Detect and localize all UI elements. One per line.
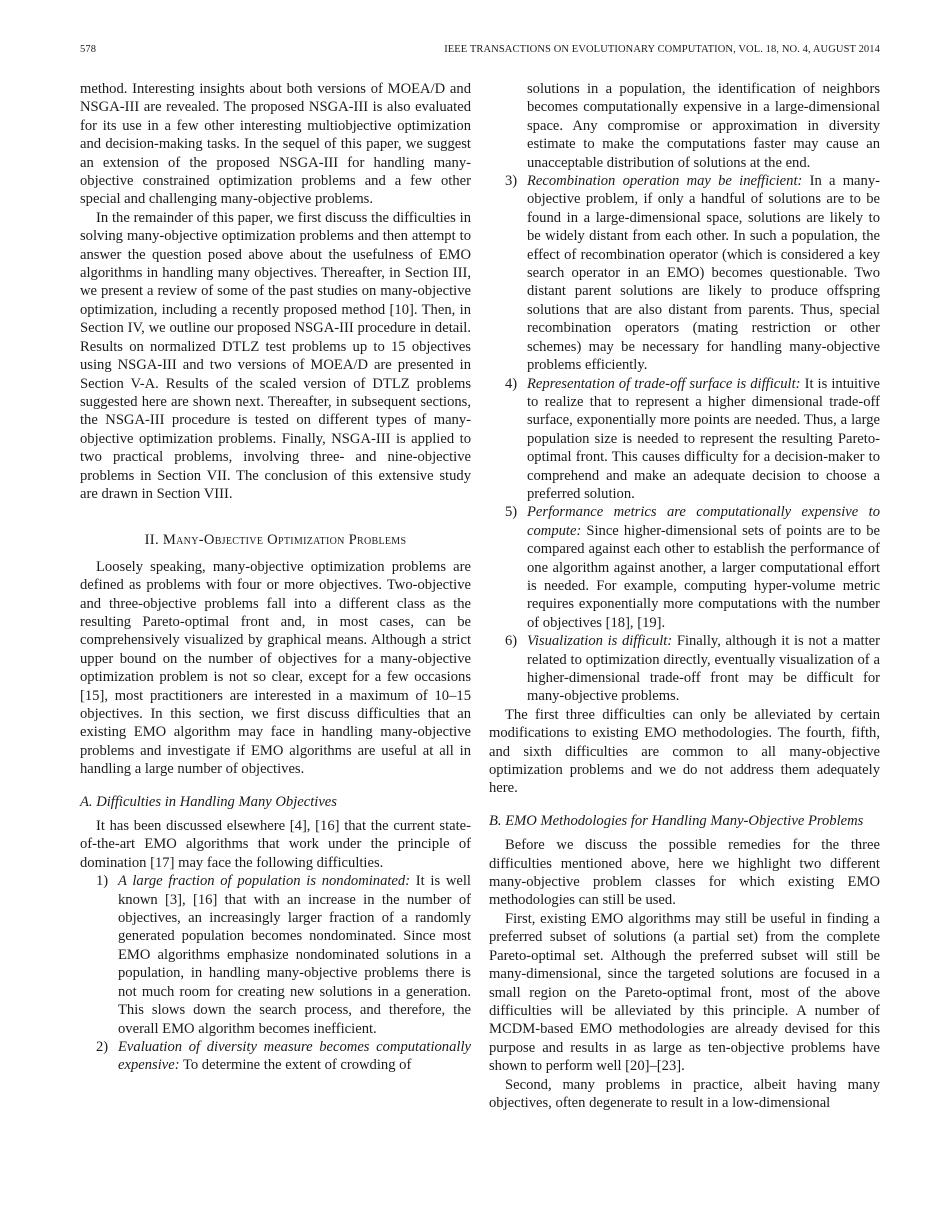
left-column: [80, 80, 471, 1075]
list-item-text: To determine the extent of crowding of: [179, 1057, 412, 1074]
list-item-number: 4): [505, 375, 518, 392]
section-heading: [80, 531, 471, 549]
list-item-title: A large fraction of population is nondominated:: [118, 873, 411, 890]
subsection-b-heading: B. EMO Methodologies for Handling Many-Objective Problems: [489, 812, 864, 829]
list-item-title: Representation of trade-off surface is difficult:: [527, 375, 801, 392]
list-item-text: Since higher-dimensional sets of points are to be compared against each other to establish the performance of one algorithm against another, a larger computational effort is needed. For example, computing hyper-volume metric requires exponentially more computations with the number of objectives [18], [19].: [527, 522, 880, 631]
list-item-number: 3): [505, 173, 518, 190]
list-item: [489, 80, 880, 172]
list-item-title: Evaluation of diversity measure becomes computationally expensive:: [118, 1038, 471, 1074]
section-number: II.: [144, 532, 159, 549]
list-item: [489, 172, 880, 374]
list-item-number: 1): [96, 873, 109, 890]
list-item-title: Recombination operation may be inefficient:: [527, 173, 803, 190]
difficulties-list: [80, 872, 471, 1074]
list-item-title: Performance metrics are computationally expensive to compute:: [527, 504, 880, 539]
intro-continued-paragraph: method. Interesting insights about both versions of MOEA/D and NSGA-III are revealed. The proposed NSGA-III is also evaluated for its use in a few other interesting multiobjective optimization and decision-making tasks. In the sequel of this paper, we suggest an extension of the proposed NSGA-III for handling many-objective constrained optimization problems and a few other special and challenging many-objective problems.: [80, 81, 471, 208]
subsection-b-paragraph: Second, many problems in practice, albeit having many objectives, often degenerate to result in a low-dimensional: [489, 1076, 880, 1111]
section-paragraph: Loosely speaking, many-objective optimization problems are defined as problems with four or more objectives. Two-objective and three-objective problems fall into a different class as the resulting Pareto-optimal front and, in most cases, can be comprehensively visualized by graphical means. Although a strict upper bound on the number of objectives for a many-objective optimization problem is not so clear, except for a few occasions [15], most practitioners are interested in a maximum of 10–15 objectives. In this section, we first discuss difficulties that an existing EMO algorithm may face in handling many-objective problems and investigate if EMO algorithms are useful at all in handling a large number of objectives.: [80, 558, 471, 778]
list-item: [489, 375, 880, 504]
list-item-text: solutions in a population, the identification of neighbors becomes computationally expensive in a large-dimensional space. Any compromise or approximation in diversity estimate to make the computations faster may cause an unacceptable distribution of solutions at the end.: [527, 81, 880, 171]
list-item-number: 6): [505, 633, 518, 650]
journal-running-head: IEEE TRANSACTIONS ON EVOLUTIONARY COMPUTATION, VOL. 18, NO. 4, AUGUST 2014: [444, 44, 880, 55]
subsection-b-paragraph: First, existing EMO algorithms may still be useful in finding a preferred subset of solutions (a partial set) from the complete Pareto-optimal set. Although the preferred subset will still be many-dimensional, since the targeted solutions are focused in a small region on the Pareto-optimal front, most of the above difficulties will be alleviated by this principle. A number of MCDM-based EMO methodologies are already devised for this purpose and results in as large as ten-objective problems have shown to perform well [20]–[23].: [489, 910, 880, 1075]
intro-remainder-paragraph: In the remainder of this paper, we first discuss the difficulties in solving many-objective optimization problems and then attempt to answer the question posed above about the usefulness of EMO algorithms in handling many objectives. Thereafter, in Section III, we present a review of some of the past studies on many-objective optimization, including a recently proposed method [10]. Then, in Section IV, we outline our proposed NSGA-III procedure in detail. Results on normalized DTLZ test problems up to 15 objectives using NSGA-III and two versions of MOEA/D are presented in Section V-A. Results of the scaled version of DTLZ problems suggested here are shown next. Thereafter, in subsequent sections, the NSGA-III procedure is tested on different types of many-objective optimization problems. Finally, NSGA-III is applied to two practical problems, involving three- and nine-objective problems in Section VII. The conclusion of this extensive study are drawn in Section VIII.: [80, 209, 471, 502]
list-item: [489, 503, 880, 632]
list-item-text: It is intuitive to realize that to represent a higher dimensional trade-off surface, exponentially more points are needed. Thus, a large population size is needed to represent the resulting Pareto-optimal front. This causes difficulty for a decision-maker to comprehend and make an adequate decision to choose a preferred solution.: [527, 375, 880, 502]
list-item-text: Finally, although it is not a matter related to optimization directly, eventually visualization of a higher-dimensional trade-off front may be difficult for many-objective problems.: [527, 633, 880, 705]
after-list-paragraph: The first three difficulties can only be alleviated by certain modifications to existing EMO methodologies. The fourth, fifth, and sixth difficulties are common to all many-objective optimization problems and we do not address them adequately here.: [489, 706, 880, 797]
list-item-title: Visualization is difficult:: [527, 633, 673, 650]
page-number: 578: [80, 44, 97, 55]
difficulties-list-continued: [489, 80, 880, 706]
list-item: [80, 872, 471, 1038]
list-item-number: 2): [96, 1038, 109, 1055]
right-column: [489, 80, 880, 1112]
list-item-text: In a many-objective problem, if only a handful of solutions are to be found in a large-dimensional space, solutions are likely to be widely distant from each other. In such a population, the effect of recombination operator (which is considered a key search operator in an EMO) becomes questionable. Two distant parent solutions are likely to produce offspring solutions that are also distant from parents. Thus, special recombination operators (mating restriction or other schemes) may be necessary for handling many-objective problems efficiently.: [527, 173, 880, 374]
list-item: [489, 632, 880, 706]
subsection-a-paragraph: It has been discussed elsewhere [4], [16] that the current state-of-the-art EMO algorithms that work under the principle of domination [17] may face the following difficulties.: [80, 818, 471, 871]
subsection-a-heading: A. Difficulties in Handling Many Objectives: [80, 793, 337, 810]
list-item-text: It is well known [3], [16] that with an increase in the number of objectives, an increasingly larger fraction of a randomly generated population becomes nondominated. Since most EMO algorithms emphasize nondominated solutions in a population, in handling many-objective problems there is not much room for creating new solutions in a generation. This slows down the search process, and therefore, the overall EMO algorithm becomes inefficient.: [118, 873, 471, 1037]
list-item: [80, 1038, 471, 1075]
list-item-number: 5): [505, 504, 518, 521]
subsection-b-paragraph: Before we discuss the possible remedies for the three difficulties mentioned above, here we highlight two different many-objective problem classes for which existing EMO methodologies can still be used.: [489, 837, 880, 909]
section-title: Many-Objective Optimization Problems: [162, 532, 407, 549]
